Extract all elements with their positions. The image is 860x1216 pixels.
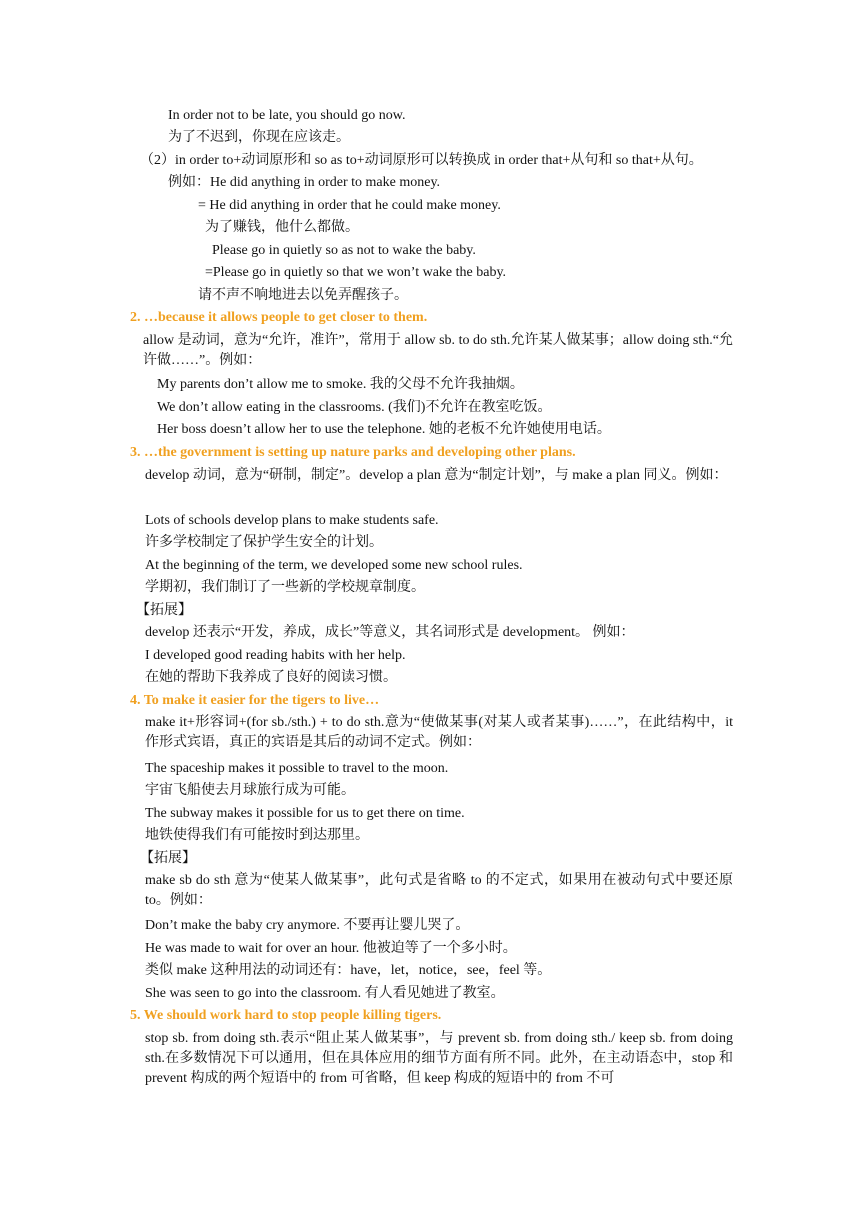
extension-label: 【拓展】	[140, 851, 196, 866]
example-sentence: We don’t allow eating in the classrooms. (我们)不允许在教室吃饭。	[157, 400, 552, 415]
section-heading-4: 4. To make it easier for the tigers to live…	[130, 693, 380, 708]
section-heading-5: 5. We should work hard to stop people killing tigers.	[130, 1008, 442, 1023]
example-sentence: =Please go in quietly so that we won’t wake the baby.	[205, 265, 507, 280]
example-sentence: She was seen to go into the classroom. 有人看见她进了教室。	[145, 986, 505, 1001]
extension-paragraph: develop 还表示“开发，养成，成长”等意义，其名词形式是 development。 例如：	[145, 625, 635, 640]
example-sentence: 例如：He did anything in order to make money.	[168, 175, 441, 190]
explanation-paragraph: stop sb. from doing sth.表示“阻止某人做某事”，与 prevent sb. from doing sth./ keep sb. from doing sth.在多数情况下可以通用，但在具体应用的细节方面有所不同。此外，在主动语态中，stop 和 prevent 构成的两个短语中的 from 可省略，但 keep 构成的短语中的 from 不可	[145, 1031, 733, 1086]
example-translation: 为了不迟到，你现在应该走。	[168, 130, 350, 145]
example-translation: 宇宙飞船使去月球旅行成为可能。	[145, 783, 355, 798]
example-sentence: He was made to wait for over an hour. 他被迫等了一个多小时。	[145, 941, 517, 956]
example-sentence: In order not to be late, you should go now.	[168, 108, 406, 123]
example-sentence: My parents don’t allow me to smoke. 我的父母不允许我抽烟。	[157, 377, 524, 392]
example-translation: 地铁使得我们有可能按时到达那里。	[145, 828, 369, 843]
section-heading-2: 2. …because it allows people to get closer to them.	[130, 310, 428, 325]
example-translation: 许多学校制定了保护学生安全的计划。	[145, 535, 383, 550]
section-heading-3: 3. …the government is setting up nature parks and developing other plans.	[130, 445, 576, 460]
extension-paragraph: make sb do sth 意为“使某人做某事”，此句式是省略 to 的不定式，如果用在被动句式中要还原 to。例如：	[145, 873, 733, 908]
example-sentence: = He did anything in order that he could make money.	[198, 198, 501, 213]
example-sentence: I developed good reading habits with her help.	[145, 648, 406, 663]
example-sentence: Lots of schools develop plans to make students safe.	[145, 513, 439, 528]
example-sentence: The spaceship makes it possible to travel to the moon.	[145, 761, 449, 776]
explanation-paragraph: develop 动词，意为“研制，制定”。develop a plan 意为“制定计划”，与 make a plan 同义。例如：	[145, 468, 728, 483]
explanation-paragraph: make it+形容词+(for sb./sth.) + to do sth.意为“使做某事(对某人或者某事)……”，在此结构中，it 作形式宾语，真正的宾语是其后的动词不定式。例如：	[145, 715, 733, 750]
example-sentence: Please go in quietly so as not to wake the baby.	[212, 243, 476, 258]
extension-label: 【拓展】	[136, 603, 192, 618]
example-sentence: The subway makes it possible for us to get there on time.	[145, 806, 465, 821]
example-sentence: Don’t make the baby cry anymore. 不要再让婴儿哭了。	[145, 918, 470, 933]
example-translation: 学期初，我们制订了一些新的学校规章制度。	[145, 580, 425, 595]
example-sentence: At the beginning of the term, we developed some new school rules.	[145, 558, 523, 573]
note-line: 类似 make 这种用法的动词还有：have，let，notice，see，feel 等。	[145, 963, 552, 978]
example-translation: 请不声不响地进去以免弄醒孩子。	[198, 288, 408, 303]
example-sentence: Her boss doesn’t allow her to use the telephone. 她的老板不允许她使用电话。	[157, 422, 611, 437]
rule-paragraph: （2）in order to+动词原形和 so as to+动词原形可以转换成 in order that+从句和 so that+从句。	[140, 153, 703, 168]
explanation-paragraph: allow 是动词，意为“允许，准许”，常用于 allow sb. to do sth.允许某人做某事；allow doing sth.“允许做……”。例如：	[143, 333, 733, 368]
example-translation: 为了赚钱，他什么都做。	[205, 220, 359, 235]
example-translation: 在她的帮助下我养成了良好的阅读习惯。	[145, 670, 397, 685]
